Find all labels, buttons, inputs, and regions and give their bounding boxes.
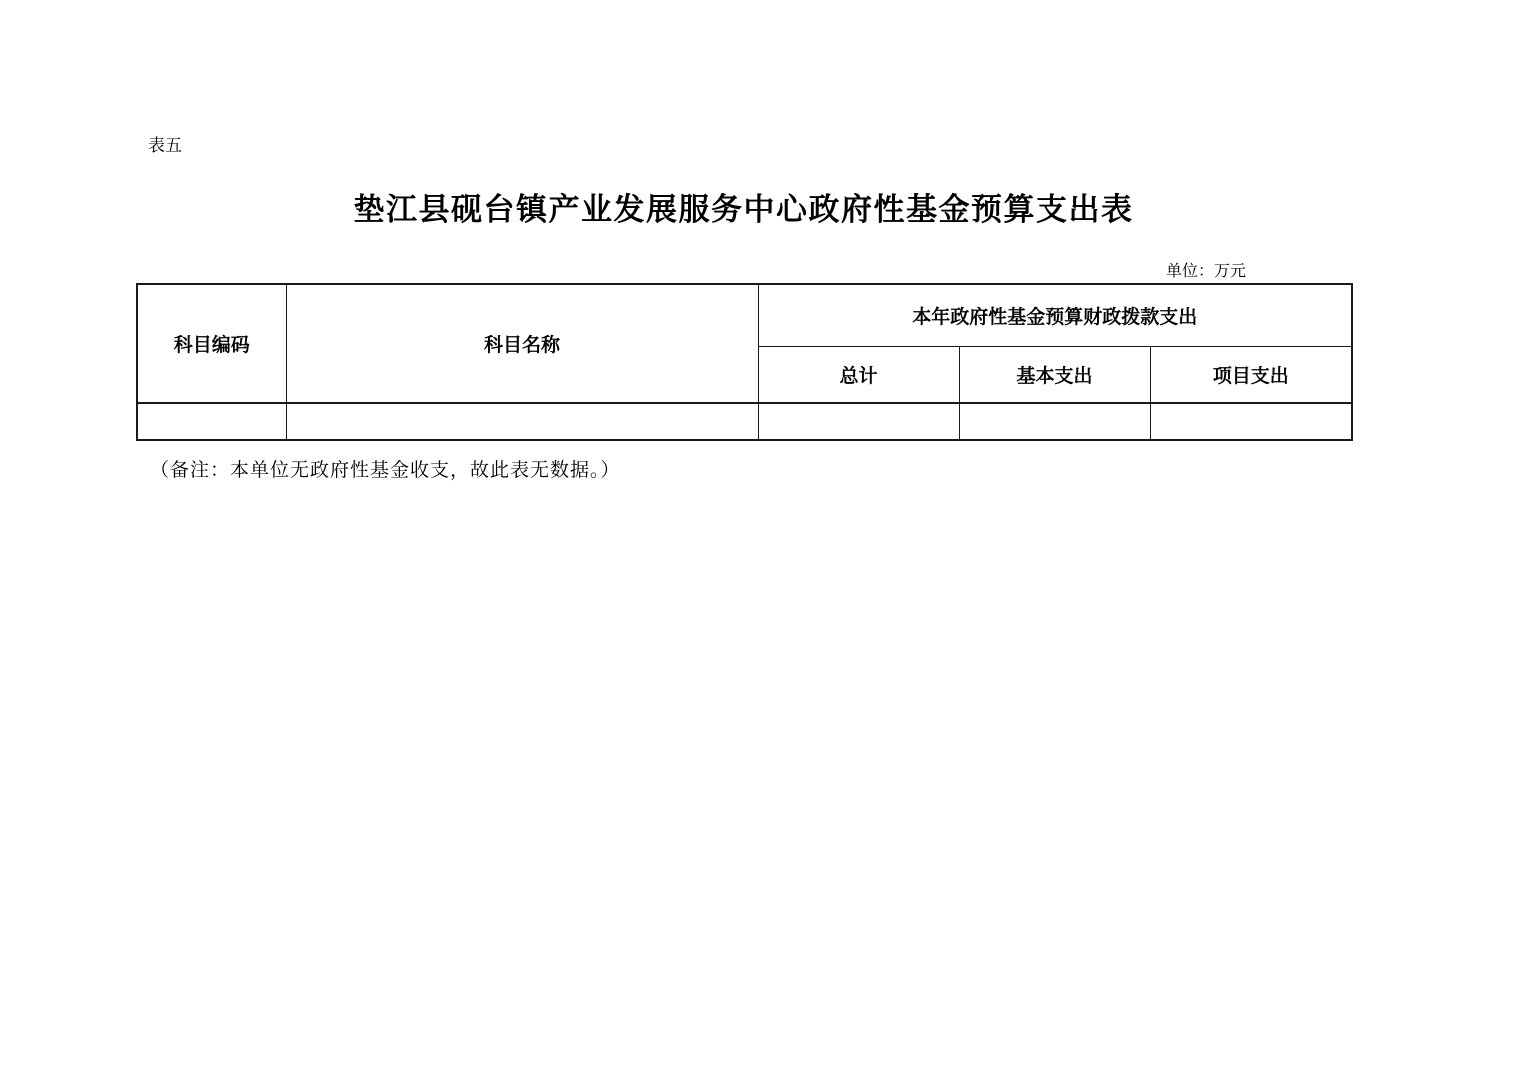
cell-project-expenditure [1150,403,1352,440]
col-header-fund-expenditure-group: 本年政府性基金预算财政拨款支出 [758,284,1352,346]
note-text: （备注：本单位无政府性基金收支，故此表无数据。） [150,460,621,481]
budget-table [136,283,1353,441]
col-header-subject-name: 科目名称 [286,284,758,403]
page-title: 垫江县砚台镇产业发展服务中心政府性基金预算支出表 [353,192,1134,227]
header-row-group [137,284,1352,346]
table-body [137,403,1352,440]
table-row [137,403,1352,440]
sheet-label: 表五 [148,136,182,155]
col-header-subject-code: 科目编码 [137,284,286,403]
cell-basic-expenditure [959,403,1150,440]
col-header-basic-expenditure: 基本支出 [959,346,1150,403]
col-header-total: 总计 [758,346,959,403]
cell-subject-code [137,403,286,440]
cell-subject-name [286,403,758,440]
col-header-project-expenditure: 项目支出 [1150,346,1352,403]
unit-label: 单位：万元 [1165,263,1246,280]
cell-total [758,403,959,440]
table-header [137,284,1352,403]
